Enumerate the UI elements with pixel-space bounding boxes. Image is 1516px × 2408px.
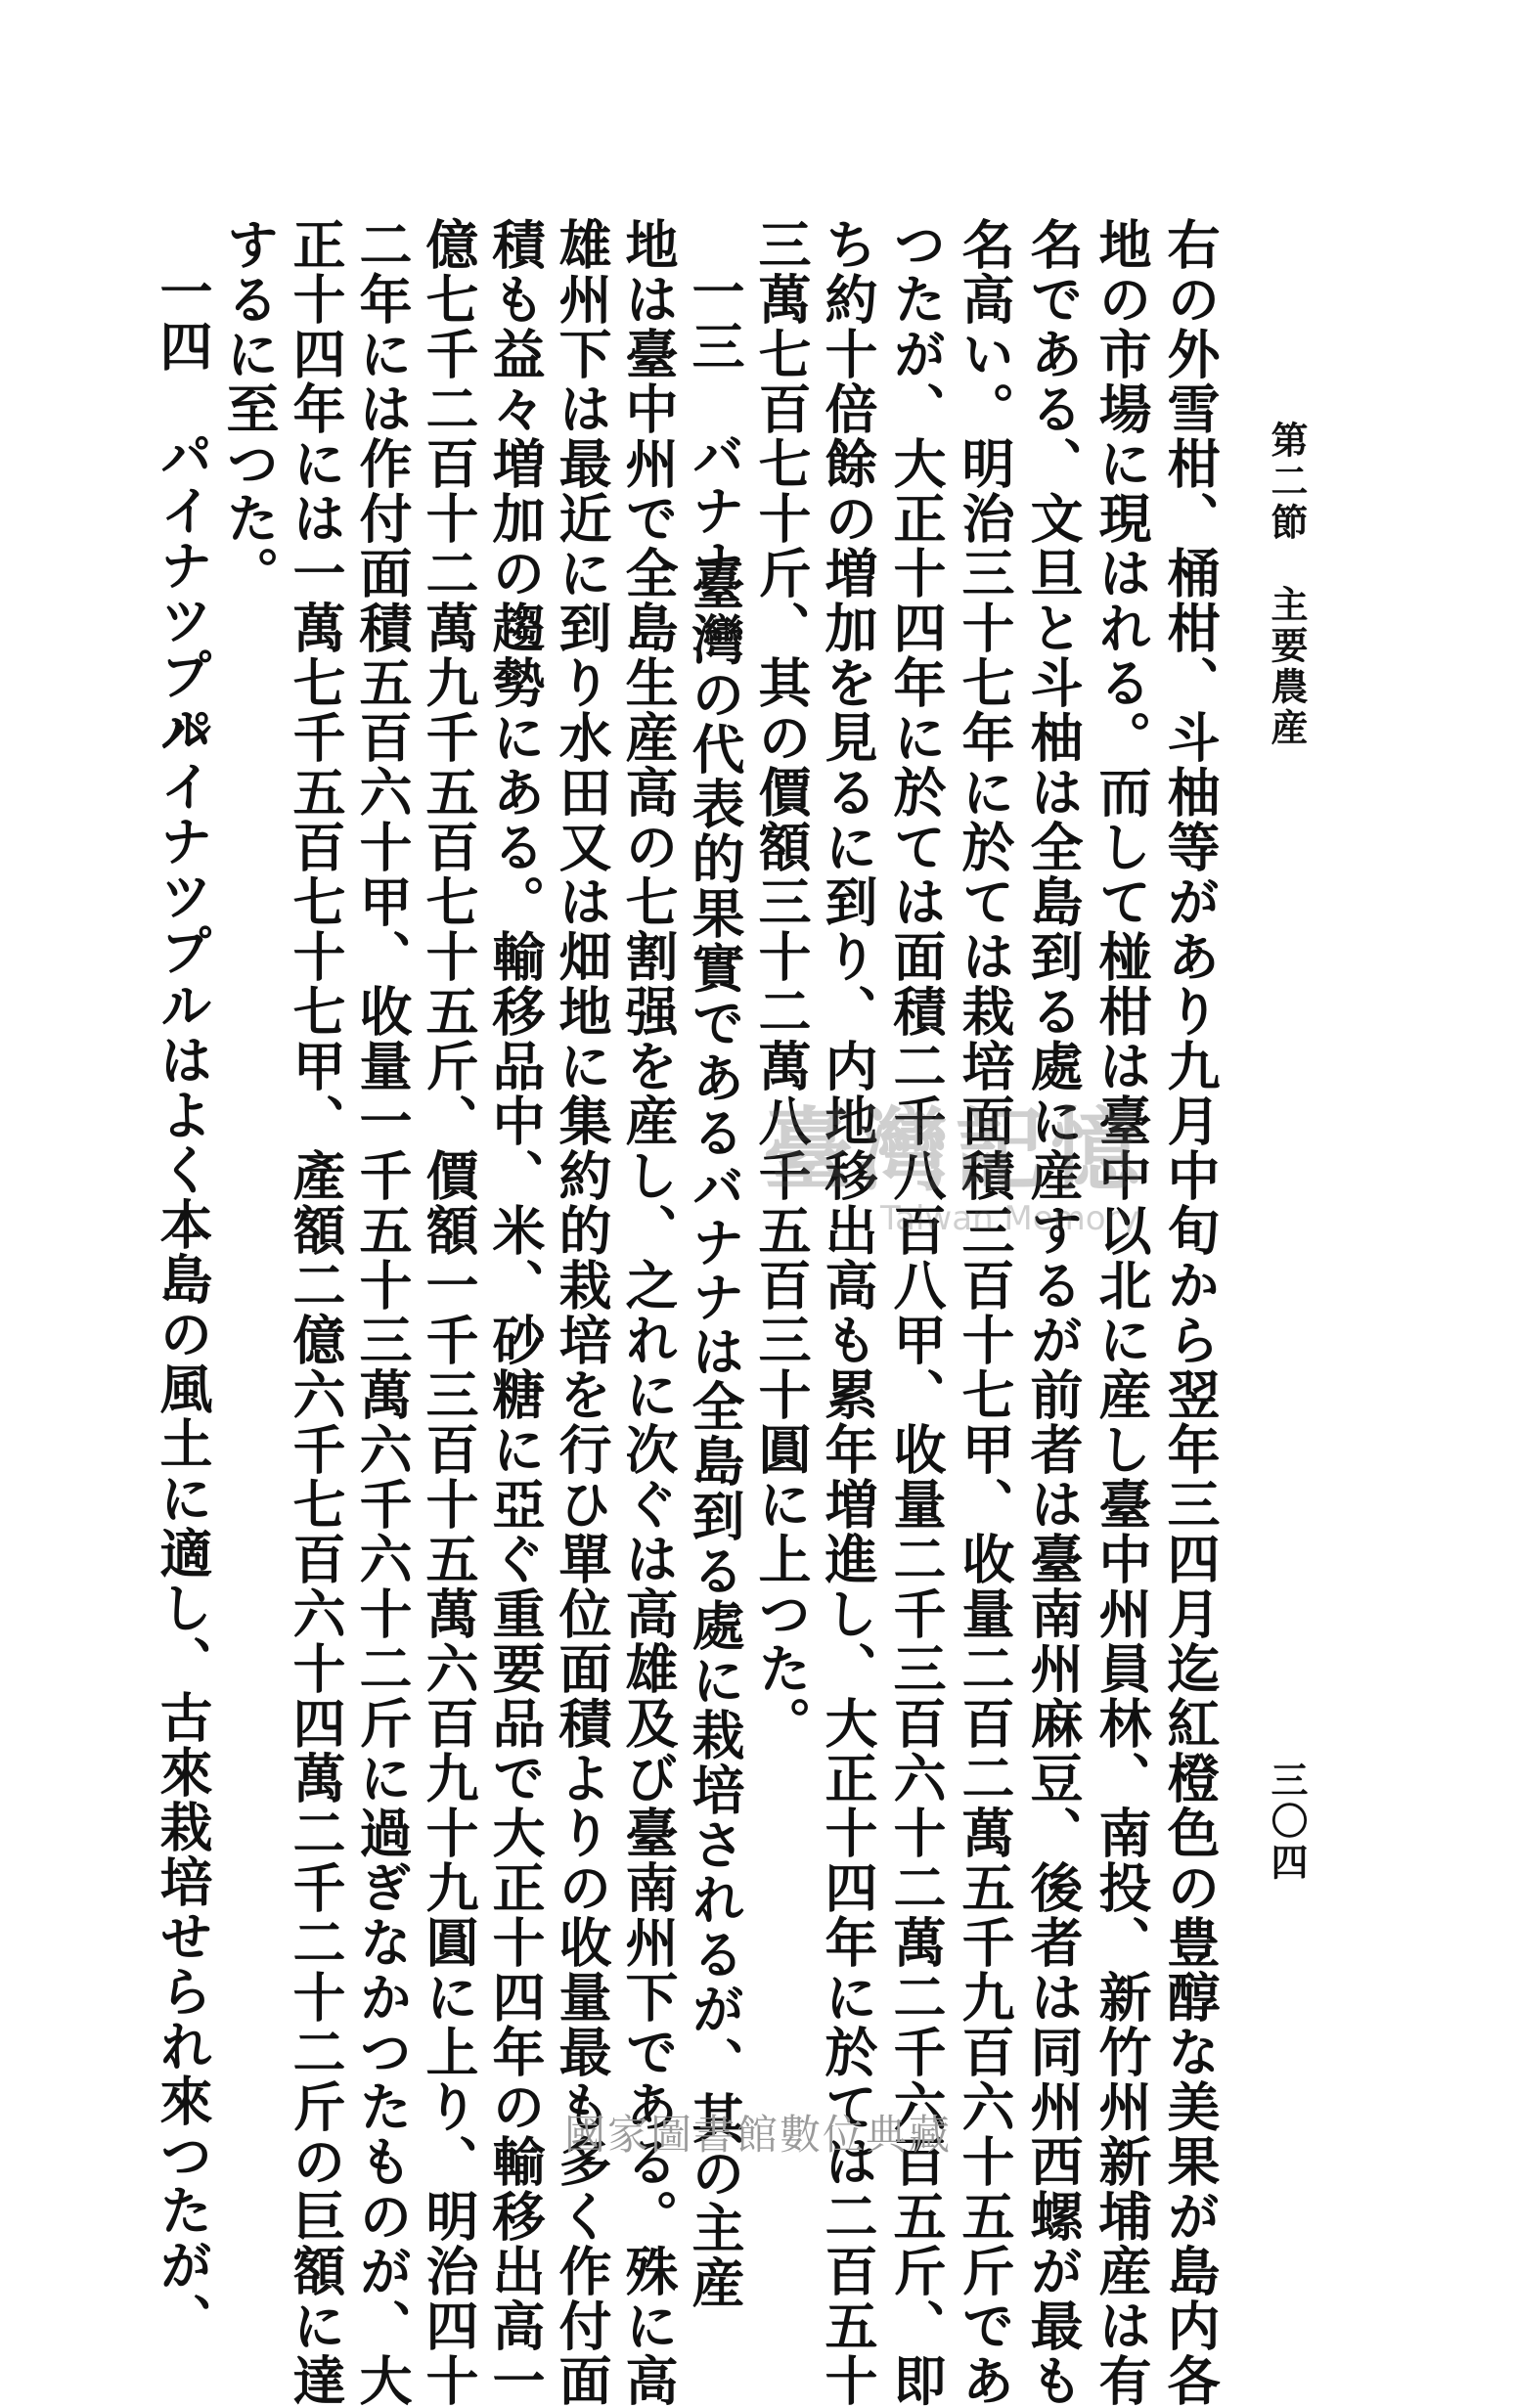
text-column-3: 名である、文旦と斗柚は全島到る處に産するが前者は臺南州麻豆、後者は同州西螺が最も	[1022, 217, 1085, 2408]
banana-column-1: 臺灣の代表的果實であるバナナは全島到る處に栽培されるが、其の主産	[684, 557, 746, 2310]
watermark-english: Taiwan Memory	[880, 1199, 1139, 1238]
watermark-chinese: 臺灣記憶	[763, 1097, 1147, 1203]
banana-column-4: 積も益々増加の趨勢にある。輸移品中、米、砂糖に亞ぐ重要品で大正十四年の輸移出高一	[484, 217, 547, 2408]
banana-column-3: 雄州下は最近に到り水田又は畑地に集約的栽培を行ひ單位面積よりの收量最も多く作付面	[551, 217, 613, 2408]
banana-column-6: 二年には作付面積五百六十甲、收量一千五十三萬六千六十二斤に過ぎなかつたものが、大	[351, 217, 414, 2408]
text-column-4: 名高い。明治三十七年に於ては栽培面積三百十七甲、收量二百二萬五千九百六十五斤であ	[954, 217, 1016, 2408]
library-footer: 國家圖書館數位典藏	[563, 2111, 952, 2159]
section-heading-pineapple: 一四 パイナツプル	[152, 264, 214, 757]
banana-column-2: 地は臺中州で全島生産高の七割强を産し、之れに次ぐは高雄及び臺南州下である。殊に高	[617, 217, 680, 2408]
pineapple-column-1: パイナツプルはよく本島の風土に適し、古來栽培せられ來つたが、	[152, 704, 214, 2347]
page-number: 三〇四	[1265, 1761, 1309, 1884]
banana-column-5: 億七千二百十二萬九千五百七十五斤、價額一千三百十五萬六百九十九圓に上り、明治四十	[418, 217, 480, 2408]
text-column-2: 地の市場に現はれる。而して椪柑は臺中以北に産し臺中州員林、南投、新竹州新埔産は有	[1091, 217, 1153, 2408]
banana-column-7: 正十四年には一萬七千五百七十七甲、產額二億六千七百六十四萬二千二十二斤の巨額に達	[285, 217, 347, 2408]
banana-column-8: するに至つた。	[218, 217, 281, 601]
section-header: 第二節 主要農産	[1265, 421, 1309, 749]
text-column-5: つたが、大正十四年に於ては面積二千八百八甲、收量二千三百六十二萬二千六百五斤、即	[885, 217, 948, 2408]
section-heading-banana: 一三 バナナ	[684, 264, 746, 593]
text-column-6: ち約十倍餘の増加を見るに到り、内地移出高も累年増進し、大正十四年に於ては二百五十	[817, 217, 879, 2408]
text-column-7: 三萬七百七十斤、其の價額三十二萬八千五百三十圓に上つた。	[750, 217, 813, 1751]
text-column-1: 右の外雪柑、桶柑、斗柚等があり九月中旬から翌年三四月迄紅橙色の豊醇な美果が島内各	[1159, 217, 1222, 2408]
